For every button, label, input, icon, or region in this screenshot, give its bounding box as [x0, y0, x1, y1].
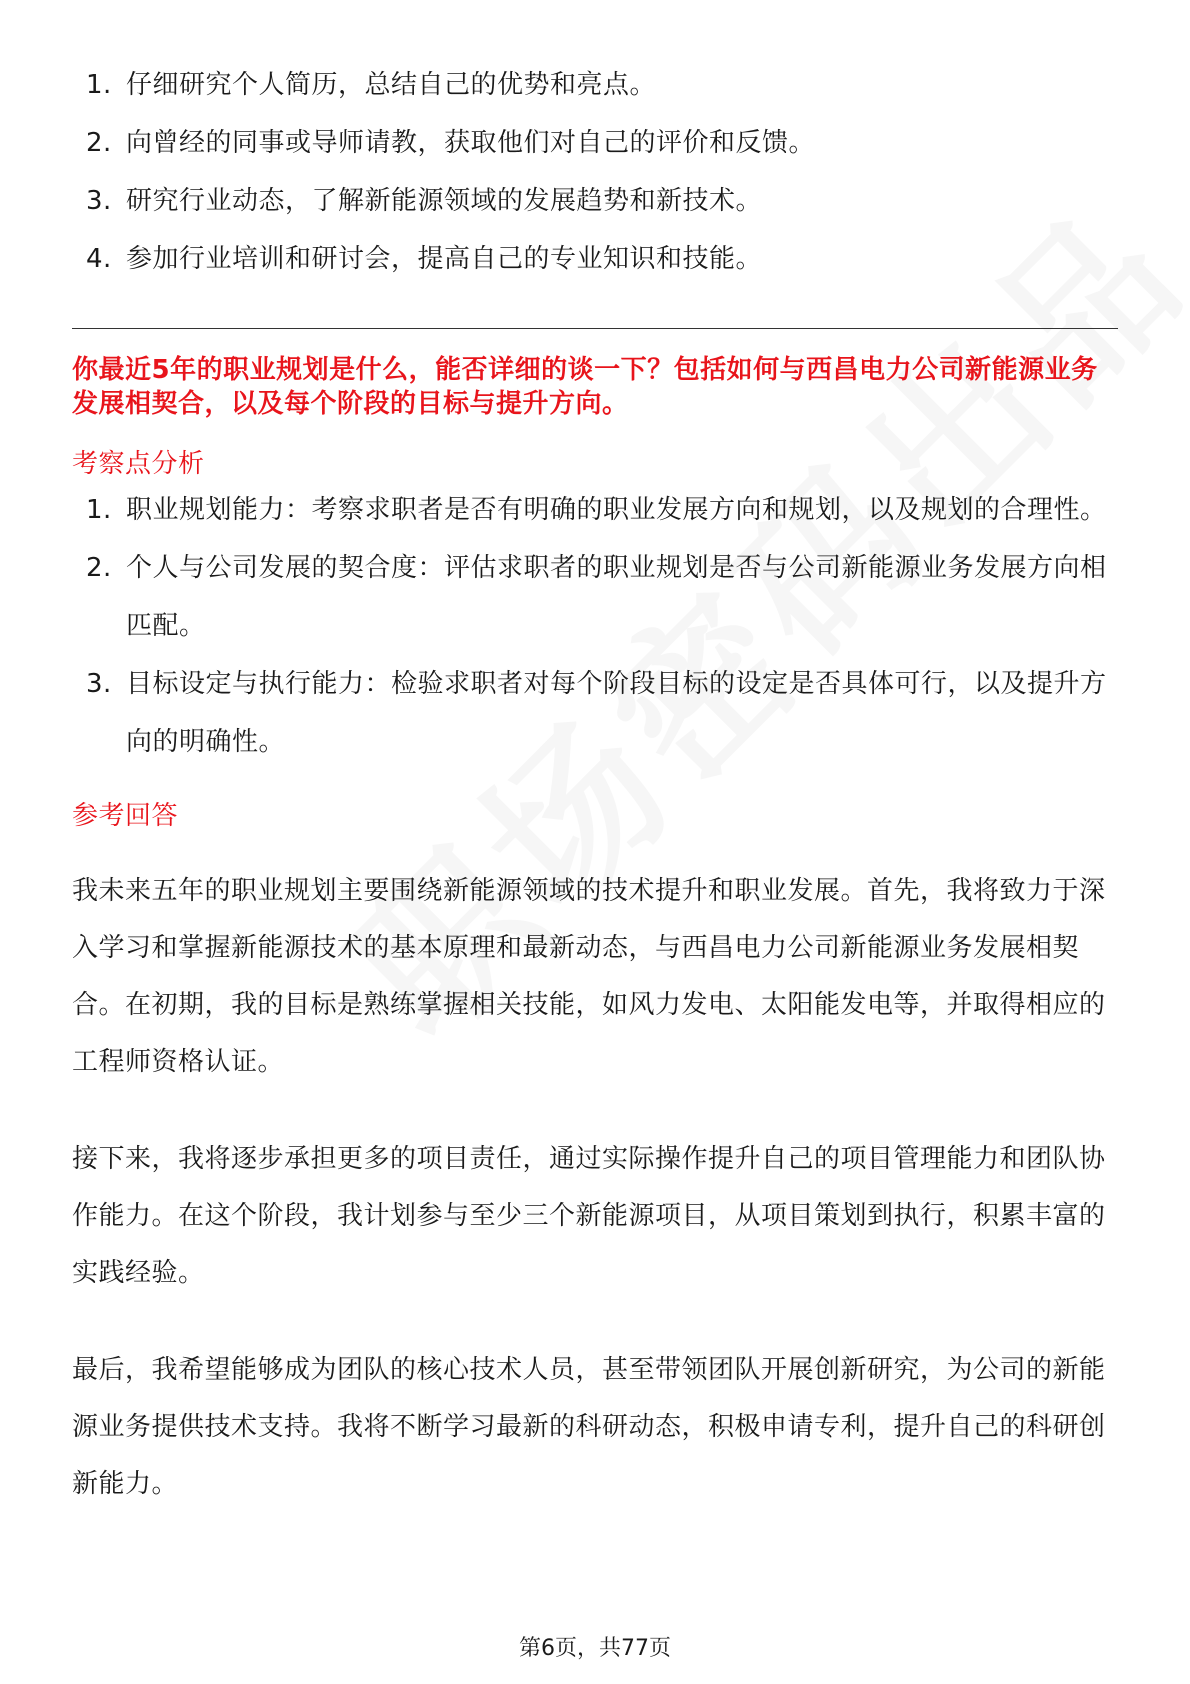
- list-number: 3.: [86, 186, 112, 216]
- list-item: [72, 655, 1118, 771]
- list-number: 1.: [86, 70, 112, 100]
- analysis-list: [72, 481, 1118, 771]
- answer-paragraph: 接下来，我将逐步承担更多的项目责任，通过实际操作提升自己的项目管理能力和团队协作能力。在这个阶段，我计划参与至少三个新能源项目，从项目策划到执行，积累丰富的实践经验。: [72, 1144, 1106, 1288]
- answer-paragraph: 最后，我希望能够成为团队的核心技术人员，甚至带领团队开展创新研究，为公司的新能源业务提供技术支持。我将不断学习最新的科研动态，积极申请专利，提升自己的科研创新能力。: [72, 1355, 1106, 1499]
- list-number: 3.: [86, 669, 112, 699]
- list-text: 目标设定与执行能力：检验求职者对每个阶段目标的设定是否具体可行，以及提升方向的明确性。: [126, 669, 1107, 757]
- list-number: 4.: [86, 244, 112, 274]
- list-item: [72, 172, 1118, 230]
- list-number: 1.: [86, 495, 112, 525]
- list-text: 研究行业动态，了解新能源领域的发展趋势和新技术。: [126, 186, 763, 216]
- list-text: 职业规划能力：考察求职者是否有明确的职业发展方向和规划，以及规划的合理性。: [126, 495, 1107, 525]
- interview-question: 你最近5年的职业规划是什么，能否详细的谈一下？包括如何与西昌电力公司新能源业务发展相契合，以及每个阶段的目标与提升方向。: [72, 355, 1098, 419]
- list-text: 向曾经的同事或导师请教，获取他们对自己的评价和反馈。: [126, 128, 816, 158]
- list-item: [72, 114, 1118, 172]
- section-divider: [72, 328, 1118, 329]
- list-item: [72, 539, 1118, 655]
- list-item: [72, 481, 1118, 539]
- page-number: 第6页，共77页: [519, 1636, 671, 1661]
- prep-list: [72, 56, 1118, 288]
- list-number: 2.: [86, 553, 112, 583]
- list-item: [72, 230, 1118, 288]
- list-number: 2.: [86, 128, 112, 158]
- list-item: [72, 56, 1118, 114]
- list-text: 参加行业培训和研讨会，提高自己的专业知识和技能。: [126, 244, 763, 274]
- page-content: [72, 56, 1118, 1513]
- analysis-heading: 考察点分析: [72, 449, 205, 479]
- list-text: 个人与公司发展的契合度：评估求职者的职业规划是否与公司新能源业务发展方向相匹配。: [126, 553, 1107, 641]
- answer-paragraph: 我未来五年的职业规划主要围绕新能源领域的技术提升和职业发展。首先，我将致力于深入学习和掌握新能源技术的基本原理和最新动态，与西昌电力公司新能源业务发展相契合。在初期，我的目标是熟练掌握相关技能，如风力发电、太阳能发电等，并取得相应的工程师资格认证。: [72, 876, 1106, 1077]
- list-text: 仔细研究个人简历，总结自己的优势和亮点。: [126, 70, 657, 100]
- answer-heading: 参考回答: [72, 801, 179, 831]
